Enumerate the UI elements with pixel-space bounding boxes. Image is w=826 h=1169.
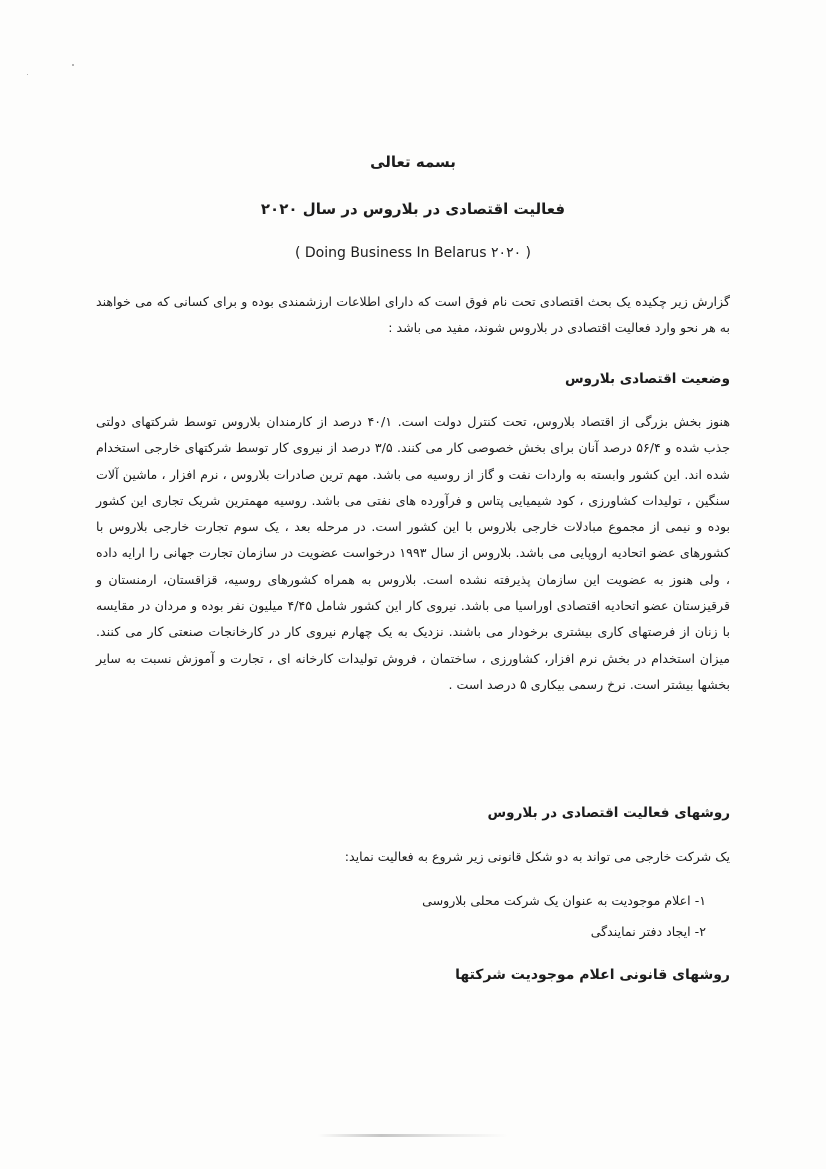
intro-paragraph: گزارش زیر چکیده یک بحث اقتصادی تحت نام فوق است که دارای اطلاعات ارزشمندی بوده و برای کسانی که می خواهند به هر نحو وارد فعالیت اقتصادی در بلاروس شوند، مفید می باشد : — [96, 294, 730, 335]
section-heading-legal-methods: روشهای قانونی اعلام موجودیت شرکتها — [455, 967, 730, 983]
list-item: ۱- اعلام موجودیت به عنوان یک شرکت محلی بلاروسی — [422, 893, 706, 908]
list-item: ۲- ایجاد دفتر نمایندگی — [590, 924, 706, 939]
document-subtitle: ( Doing Business In Belarus ۲۰۲۰ ) — [294, 245, 532, 261]
section-heading-business-methods: روشهای فعالیت اقتصادی در بلاروس — [487, 805, 730, 821]
document-invocation: بسمه تعالی — [370, 153, 456, 171]
document-title: فعالیت اقتصادی در بلاروس در سال ۲۰۲۰ — [260, 200, 566, 218]
scan-speck — [72, 64, 74, 66]
scan-speck — [27, 74, 28, 75]
economic-status-paragraph: هنوز بخش بزرگی از اقتصاد بلاروس، تحت کنترل دولت است. ۴۰/۱ درصد از کارمندان بلاروس توسط شرکتهای دولتی جذب شده و ۵۶/۴ درصد آنان برای بخش خصوصی کار می کنند. ۳/۵ درصد از نیروی کار توسط شرکتهای خارجی استخدام شده اند. این کشور وابسته به واردات نفت و گاز از روسیه می باشد. مهم ترین صادرات بلاروس ، نرم افزار ، ماشین آلات سنگین ، تولیدات کشاورزی ، کود شیمیایی پتاس و فرآورده های نفتی می باشد. روسیه مهمترین شریک تجاری این کشور بوده و نیمی از مجموع مبادلات خارجی بلاروس با این کشور است. در مرحله بعد ، یک سوم تجارت خارجی بلاروس با کشورهای عضو اتحادیه اروپایی می باشد. بلاروس از سال ۱۹۹۳ درخواست عضویت در سازمان تجارت جهانی را ارایه داده ، ولی هنوز به عضویت این سازمان پذیرفته نشده است. بلاروس به همراه کشورهای روسیه، قزاقستان، ارمنستان و قرقیزستان عضو اتحادیه اقتصادی اوراسیا می باشد. نیروی کار این کشور شامل ۴/۴۵ میلیون نفر بوده و مردان در مقایسه با زنان از فرصتهای کاری بیشتری برخودار می باشند. نزدیک به یک چهارم نیروی کار در کارخانجات صنعتی کار می کنند. میزان استخدام در بخش نرم افزار، کشاورزی ، ساختمان ، فروش تولیدات کارخانه ای ، تجارت و آموزش نسبت به سایر بخشها بیشتر است. نرخ رسمی بیکاری ۵ درصد است . — [96, 414, 730, 692]
scan-edge-mark — [318, 1134, 508, 1137]
section-heading-economic-status: وضعیت اقتصادی بلاروس — [564, 371, 730, 387]
business-methods-intro: یک شرکت خارجی می تواند به دو شکل قانونی زیر شروع به فعالیت نماید: — [344, 849, 730, 864]
